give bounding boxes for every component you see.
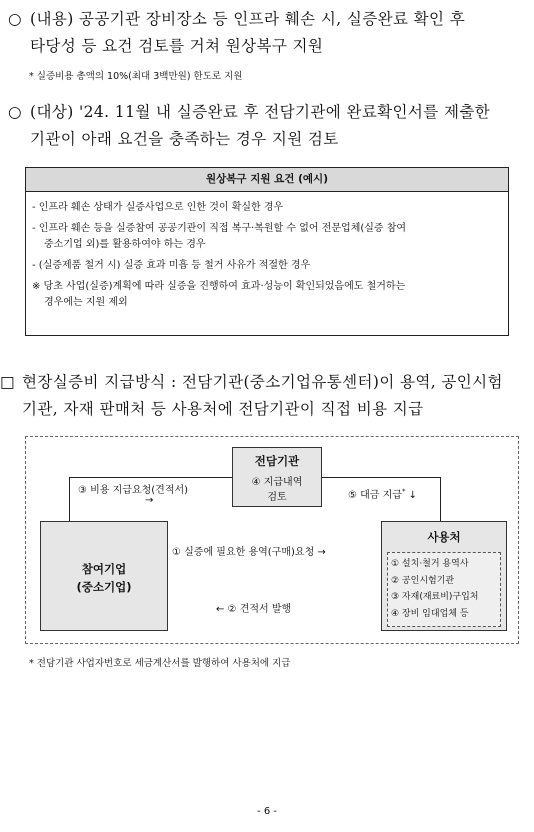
user-box (381, 521, 507, 631)
connector-line (440, 477, 441, 521)
user-item: ① 설치·철거 용역사 (391, 559, 469, 569)
requirement-exclusion-cont: 경우에는 지원 제외 (44, 297, 128, 308)
connector-line (69, 477, 70, 521)
arrow-right-icon: → (145, 495, 154, 506)
requirements-title: 원상복구 지원 요건 (예시) (26, 168, 508, 192)
agency-box (232, 447, 322, 507)
circle-bullet: ○ (8, 103, 22, 121)
requirement-exclusion: ※ 당초 사업(실증)계획에 따라 실증을 진행하여 효과·성능이 확인되었음에도 철거하는 (32, 281, 406, 292)
requirement-item: - (실증제품 철거 시) 실증 효과 미흡 등 철거 사유가 적절한 경우 (32, 260, 311, 271)
requirements-list (32, 200, 502, 316)
paragraph-target-line2: 기관이 아래 요건을 충족하는 경우 지원 검토 (30, 130, 339, 148)
requirement-item-cont: 중소기업 외)를 활용하여야 하는 경우 (44, 239, 206, 250)
paragraph-target-line1 (8, 100, 490, 122)
page-number: - 6 - (257, 806, 277, 817)
agency-review-line1: ④ 지급내역 (251, 477, 303, 488)
requirement-item: - 인프라 훼손 등을 실증참여 공공기관이 직접 복구·복원할 수 없어 전문업체(실증 참여 (32, 223, 407, 234)
participant-label (41, 560, 167, 596)
agency-title: 전담기관 (254, 454, 300, 468)
step5-text: ⑤ 대금 지급 (348, 490, 402, 501)
footnote-tax-invoice: * 전담기관 사업자번호로 세금계산서를 발행하여 사용처에 지급 (29, 658, 291, 669)
participant-type: (중소기업) (76, 580, 132, 594)
participant-name: 참여기업 (81, 562, 127, 576)
user-item: ④ 장비 임대업체 등 (391, 608, 469, 619)
circle-bullet: ○ (8, 10, 22, 28)
paragraph-content-text1: (내용) 공공기관 장비장소 등 인프라 훼손 시, 실증완료 확인 후 (30, 10, 466, 28)
step5-footnote-mark: * (401, 487, 406, 496)
step5-label (348, 486, 417, 501)
section-payment-line2: 기관, 자재 판매처 등 사용처에 전담기관이 직접 비용 지급 (22, 400, 424, 418)
user-list (387, 552, 501, 627)
user-title: 사용처 (427, 530, 461, 544)
step3-label: ③ 비용 지급요청(견적서) (78, 485, 189, 496)
paragraph-content-line1 (8, 7, 465, 29)
arrow-down-icon: ↓ (408, 490, 418, 501)
square-bullet: □ (0, 373, 16, 391)
section-payment-line1 (0, 370, 503, 392)
participant-box (40, 521, 168, 631)
user-item: ② 공인시험기관 (391, 575, 455, 586)
paragraph-content-line2: 타당성 등 요건 검토를 거쳐 원상복구 지원 (30, 37, 324, 55)
footnote-cost-limit: * 실증비용 총액의 10%(최대 3백만원) 한도로 지원 (29, 71, 243, 82)
requirements-box (25, 167, 509, 336)
requirement-item: - 인프라 훼손 상태가 실증사업으로 인한 것이 확실한 경우 (32, 202, 284, 213)
payment-flow-diagram (25, 436, 519, 644)
agency-review-line2: 검토 (267, 492, 287, 503)
step2-label: ← ② 견적서 발행 (216, 604, 292, 615)
step1-label: ① 실증에 필요한 용역(구매)요청 → (172, 547, 326, 558)
section-payment-text1: 현장실증비 지급방식 : 전담기관(중소기업유통센터)이 용역, 공인시험 (22, 373, 503, 391)
connector-line (322, 477, 441, 478)
paragraph-target-text1: (대상) '24. 11월 내 실증완료 후 전담기관에 완료확인서를 제출한 (30, 103, 491, 121)
user-item: ③ 자재(재료비)구입처 (391, 592, 479, 602)
connector-line (69, 477, 232, 478)
